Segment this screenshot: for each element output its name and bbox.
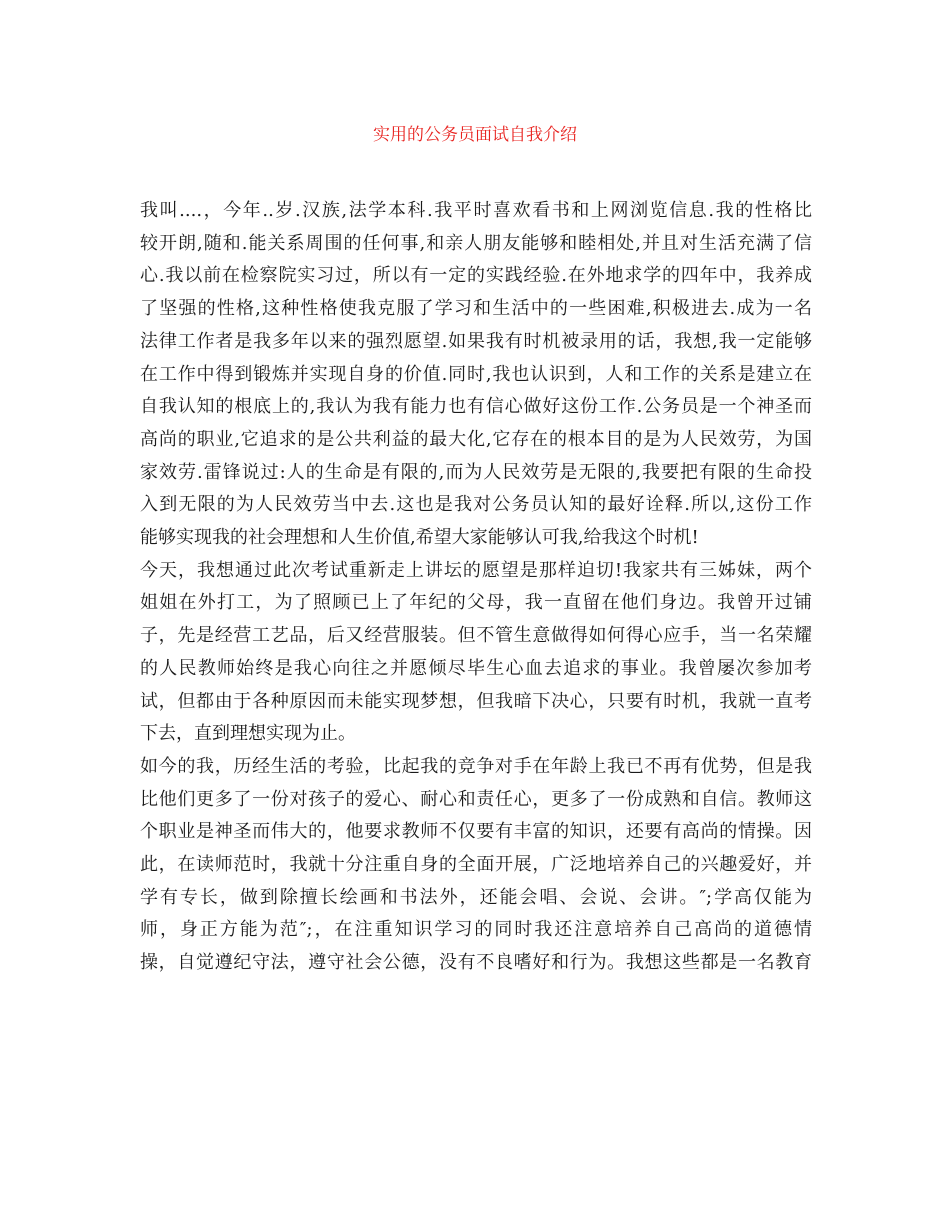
text-line: 下去，直到理想实现为止。 — [140, 723, 356, 745]
text-line: 在工作中得到锻炼并实现自身的价值.同时,我也认识到，人和工作的关系是建立在 — [140, 363, 812, 385]
text-line: 姐姐在外打工，为了照顾已上了年纪的父母，我一直留在他们身边。我曾开过铺 — [140, 592, 812, 614]
paragraph-current-self — [140, 751, 812, 980]
document-body — [140, 195, 812, 980]
text-line: 的人民教师始终是我心向往之并愿倾尽毕生心血去追求的事业。我曾屡次参加考 — [140, 657, 812, 679]
text-line: 了坚强的性格,这种性格使我克服了学习和生活中的一些困难,积极进去.成为一名 — [140, 298, 812, 320]
text-line: 试，但都由于各种原因而未能实现梦想，但我暗下决心，只要有时机，我就一直考 — [140, 690, 812, 712]
text-line: 能够实现我的社会理想和人生价值,希望大家能够认可我,给我这个时机! — [140, 527, 699, 549]
text-line: 我叫....，今年..岁.汉族,法学本科.我平时喜欢看书和上网浏览信息.我的性格比 — [140, 200, 812, 221]
text-line: 心.我以前在检察院实习过，所以有一定的实践经验.在外地求学的四年中，我养成 — [140, 265, 812, 287]
text-line: 操，自觉遵纪守法，遵守社会公德，没有不良嗜好和行为。我想这些都是一名教育 — [140, 952, 812, 974]
paragraph-teaching-wish — [140, 555, 812, 751]
text-line: 法律工作者是我多年以来的强烈愿望.如果我有时机被录用的话，我想,我一定能够 — [140, 330, 812, 352]
text-line: 高尚的职业,它追求的是公共利益的最大化,它存在的根本目的是为人民效劳，为国 — [140, 428, 812, 450]
text-line: 子，先是经营工艺品，后又经营服装。但不管生意做得如何得心应手，当一名荣耀 — [140, 625, 812, 647]
text-line: 自我认知的根底上的,我认为我有能力也有信心做好这份工作.公务员是一个神圣而 — [140, 396, 812, 418]
text-line: 今天，我想通过此次考试重新走上讲坛的愿望是那样迫切!我家共有三姊妹，两个 — [140, 559, 812, 581]
text-line: 个职业是神圣而伟大的，他要求教师不仅要有丰富的知识，还要有高尚的情操。因 — [140, 821, 812, 843]
document-title: 实用的公务员面试自我介绍 — [373, 125, 577, 145]
text-line: 此，在读师范时，我就十分注重自身的全面开展，广泛地培养自己的兴趣爱好，并 — [140, 854, 812, 876]
text-line: 师，身正方能为范″;，在注重知识学习的同时我还注意培养自己高尚的道德情 — [140, 919, 812, 941]
text-line: 家效劳.雷锋说过:人的生命是有限的,而为人民效劳是无限的,我要把有限的生命投 — [140, 461, 812, 483]
text-line: 学有专长，做到除擅长绘画和书法外，还能会唱、会说、会讲。″;学高仅能为 — [140, 886, 812, 908]
text-line: 如今的我，历经生活的考验，比起我的竞争对手在年龄上我已不再有优势，但是我 — [140, 755, 812, 777]
paragraph-self-introduction — [140, 195, 812, 555]
text-line: 入到无限的为人民效劳当中去.这也是我对公务员认知的最好诠释.所以,这份工作 — [140, 494, 812, 516]
text-line: 比他们更多了一份对孩子的爱心、耐心和责任心，更多了一份成熟和自信。教师这 — [140, 788, 812, 810]
text-line: 较开朗,随和.能关系周围的任何事,和亲人朋友能够和睦相处,并且对生活充满了信 — [140, 232, 812, 254]
